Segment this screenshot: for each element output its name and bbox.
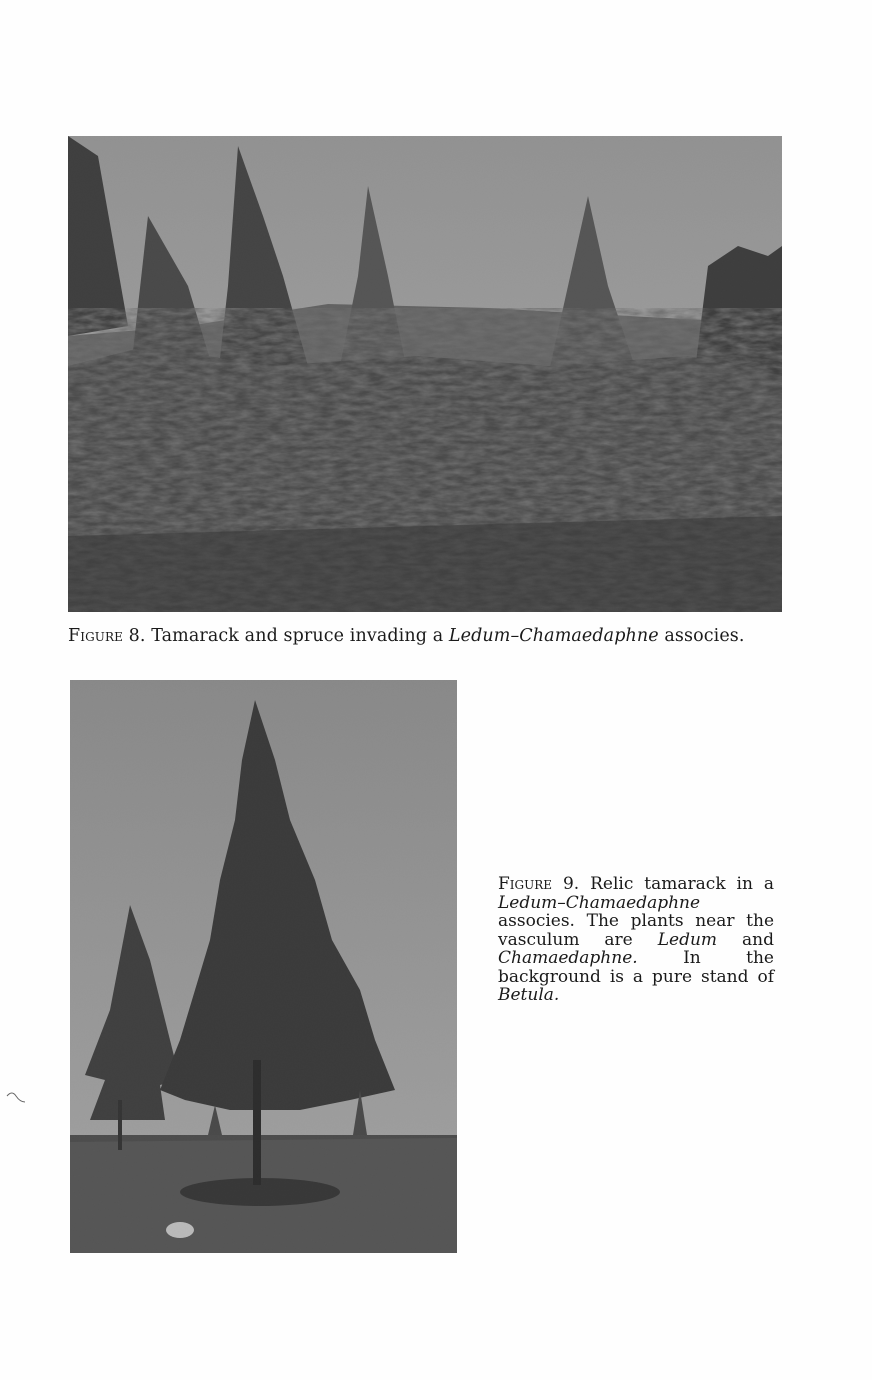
figure-9-text-1: Relic tamarack in a [590, 874, 775, 894]
figure-8-caption-italic: Ledum–Chamaedaphne [448, 626, 659, 646]
figure-9-label: Figure 9. [498, 874, 580, 894]
figure-9-text-2: associes. The plants near the vasculum are [498, 911, 774, 950]
figure-9-text-3: and [742, 929, 774, 950]
figure-8-caption-prefix: Tamarack and spruce invading a [151, 626, 444, 646]
figure-9-italic-1: Ledum–Chamaedaphne [498, 892, 701, 913]
figure-8-label: Figure 8. [68, 626, 146, 646]
figure-8-image [68, 136, 782, 612]
margin-mark [6, 1088, 26, 1104]
figure-9-photo [70, 680, 457, 1253]
figure-9-italic-2: Ledum [657, 929, 718, 950]
figure-8-caption-suffix: associes. [664, 626, 745, 646]
figure-9-caption [498, 875, 774, 1005]
figure-9-italic-4: Betula. [498, 985, 560, 1005]
figure-9-text-4: In the background is a pure stand of [498, 948, 774, 987]
figure-8-caption [68, 624, 782, 648]
figure-9-image [70, 680, 457, 1253]
figure-8-photo [68, 136, 782, 612]
figure-9-italic-3: Chamaedaphne. [498, 948, 638, 968]
